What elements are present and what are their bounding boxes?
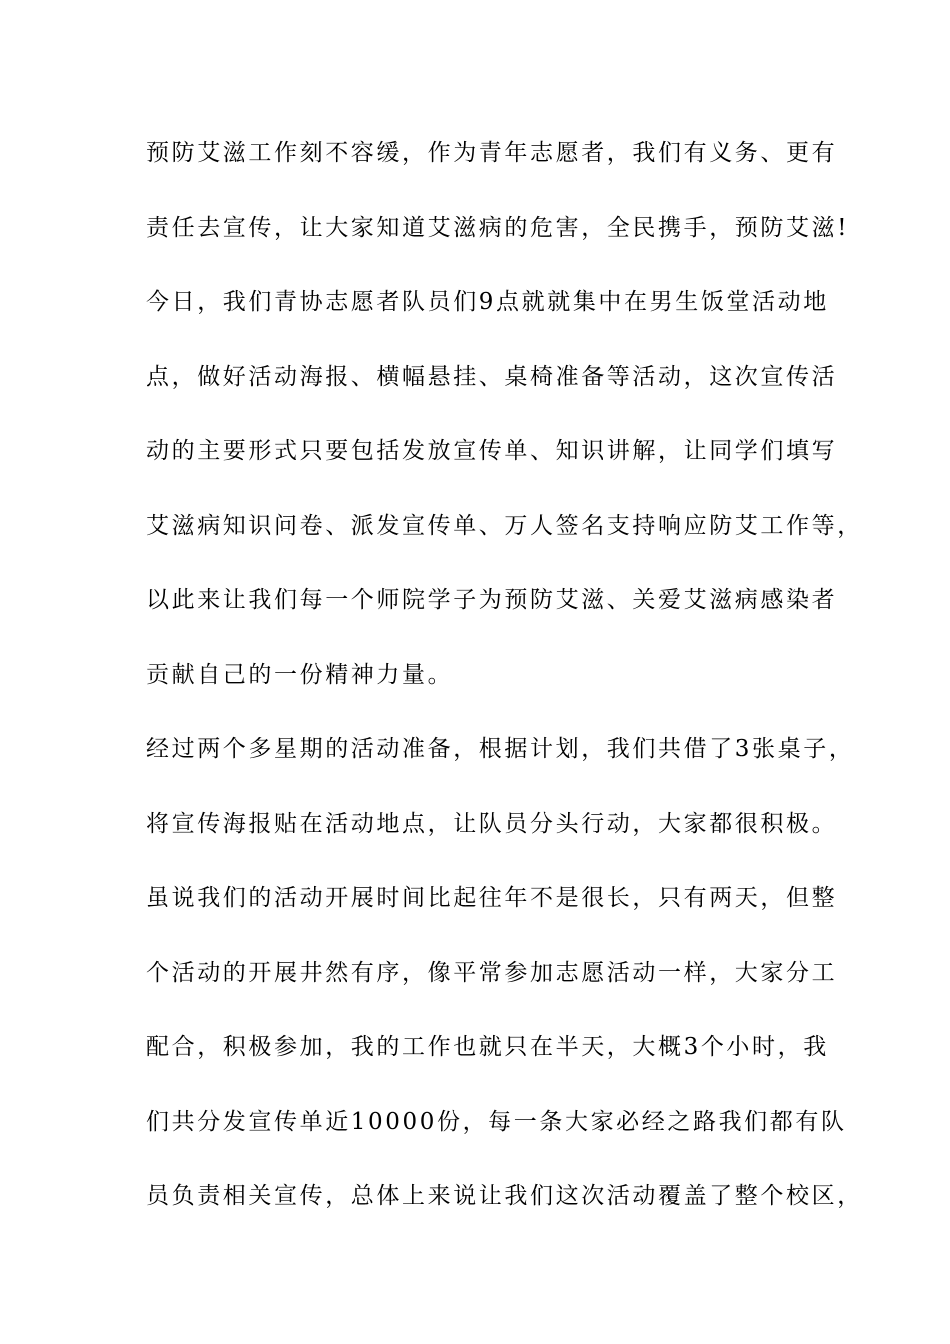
text-line: 配合，积极参加，我的工作也就只在半天，大概3个小时，我: [146, 1034, 829, 1060]
text-line: 贡献自己的一份精神力量。: [146, 661, 454, 688]
text-line: 员负责相关宣传，总体上来说让我们这次活动覆盖了整个校区，: [146, 1183, 863, 1209]
text-line: 个活动的开展井然有序，像平常参加志愿活动一样，大家分工: [146, 959, 838, 986]
text-line: 点，做好活动海报、横幅悬挂、桌椅准备等活动，这次宣传活: [146, 363, 838, 390]
text-line: 艾滋病知识问卷、派发宣传单、万人签名支持响应防艾工作等，: [146, 512, 863, 539]
text-line: 责任去宣传，让大家知道艾滋病的危害，全民携手，预防艾滋!: [146, 214, 850, 241]
text-line: 虽说我们的活动开展时间比起往年不是很长，只有两天，但整: [146, 885, 838, 911]
text-line: 今日，我们青协志愿者队员们9点就就集中在男生饭堂活动地: [146, 289, 829, 315]
text-line: 们共分发宣传单近10000份，每一条大家必经之路我们都有队: [146, 1108, 847, 1135]
text-line: 预防艾滋工作刻不容缓，作为青年志愿者，我们有义务、更有: [146, 140, 838, 166]
document-body: [146, 128, 863, 1246]
text-line: 将宣传海报贴在活动地点，让队员分头行动，大家都很积极。: [146, 810, 838, 837]
text-line: 动的主要形式只要包括发放宣传单、知识讲解，让同学们填写: [146, 438, 838, 464]
text-line: 以此来让我们每一个师院学子为预防艾滋、关爱艾滋病感染者: [146, 587, 838, 613]
text-line: 经过两个多星期的活动准备，根据计划，我们共借了3张桌子，: [146, 736, 855, 762]
